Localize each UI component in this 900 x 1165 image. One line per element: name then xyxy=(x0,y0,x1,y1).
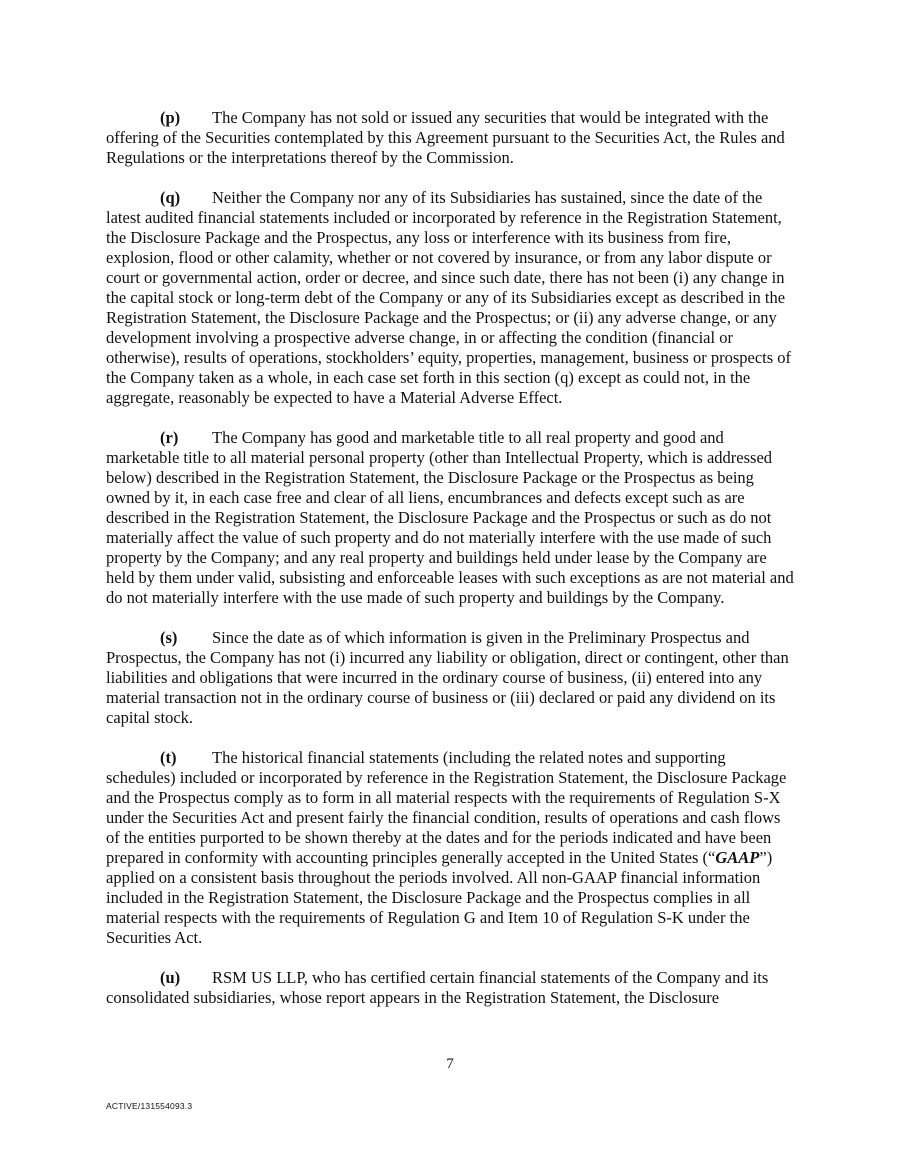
paragraph-q xyxy=(106,188,794,408)
paragraph-text: The Company has good and marketable title to all real property and good and marketable title to all material personal property (other than Intellectual Property, which is addressed below) described in the Registration Statement, the Disclosure Package or the Prospectus as being owned by it, in each case free and clear of all liens, encumbrances and defects except such as are described in the Registration Statement, the Disclosure Package and the Prospectus or such as do not materially affect the value of such property and do not materially interfere with the use made of such property by the Company; and any real property and buildings held under lease by the Company are held by them under valid, subsisting and enforceable leases with such exceptions as are not material and do not materially interfere with the use made of such property and buildings by the Company. xyxy=(106,428,794,607)
page-number: 7 xyxy=(446,1056,454,1072)
document-id: ACTIVE/131554093.3 xyxy=(106,1101,193,1111)
paragraph-text-after: ”) applied on a consistent basis throughout the periods involved. All non-GAAP financial information included in the Registration Statement, the Disclosure Package and the Prospectus complies in all material respects with the requirements of Regulation G and Item 10 of Regulation S-K under the Securities Act. xyxy=(106,848,773,947)
paragraph-text: RSM US LLP, who has certified certain financial statements of the Company and its consolidated subsidiaries, whose report appears in the Registration Statement, the Disclosure xyxy=(106,968,769,1007)
paragraph-label: (r) xyxy=(160,428,179,447)
paragraph-r xyxy=(106,428,794,608)
paragraph-label: (s) xyxy=(160,628,178,647)
paragraph-text-before: The historical financial statements (including the related notes and supporting schedules) included or incorporated by reference in the Registration Statement, the Disclosure Package and the Prospectus comply as to form in all material respects with the requirements of Regulation S-X under the Securities Act and present fairly the financial condition, results of operations and cash flows of the entities purported to be shown thereby at the dates and for the periods indicated and have been prepared in conformity with accounting principles generally accepted in the United States (“ xyxy=(106,748,787,867)
paragraph-label: (t) xyxy=(160,748,177,767)
paragraph-label: (q) xyxy=(160,188,181,207)
paragraph-p xyxy=(106,108,794,168)
paragraph-u xyxy=(106,968,794,1008)
paragraph-text: Since the date as of which information is given in the Preliminary Prospectus and Prospectus, the Company has not (i) incurred any liability or obligation, direct or contingent, other than liabilities and obligations that were incurred in the ordinary course of business, (ii) entered into any material transaction not in the ordinary course of business or (iii) declared or paid any dividend on its capital stock. xyxy=(106,628,789,727)
paragraph-s xyxy=(106,628,794,728)
paragraph-label: (p) xyxy=(160,108,181,127)
paragraph-t xyxy=(106,748,794,948)
paragraph-label: (u) xyxy=(160,968,181,987)
paragraph-text: The Company has not sold or issued any securities that would be integrated with the offering of the Securities contemplated by this Agreement pursuant to the Securities Act, the Rules and Regulations or the interpretations thereof by the Commission. xyxy=(106,108,785,167)
document-body xyxy=(106,108,794,1028)
defined-term-gaap: GAAP xyxy=(715,848,760,867)
paragraph-text: Neither the Company nor any of its Subsidiaries has sustained, since the date of the latest audited financial statements included or incorporated by reference in the Registration Statement, the Disclosure Package and the Prospectus, any loss or interference with its business from fire, explosion, flood or other calamity, whether or not covered by insurance, or from any labor dispute or court or governmental action, order or decree, and since such date, there has not been (i) any change in the capital stock or long-term debt of the Company or any of its Subsidiaries except as described in the Registration Statement, the Disclosure Package and the Prospectus; or (ii) any adverse change, or any development involving a prospective adverse change, in or affecting the condition (financial or otherwise), results of operations, stockholders’ equity, properties, management, business or prospects of the Company taken as a whole, in each case set forth in this section (q) except as could not, in the aggregate, reasonably be expected to have a Material Adverse Effect. xyxy=(106,188,792,407)
